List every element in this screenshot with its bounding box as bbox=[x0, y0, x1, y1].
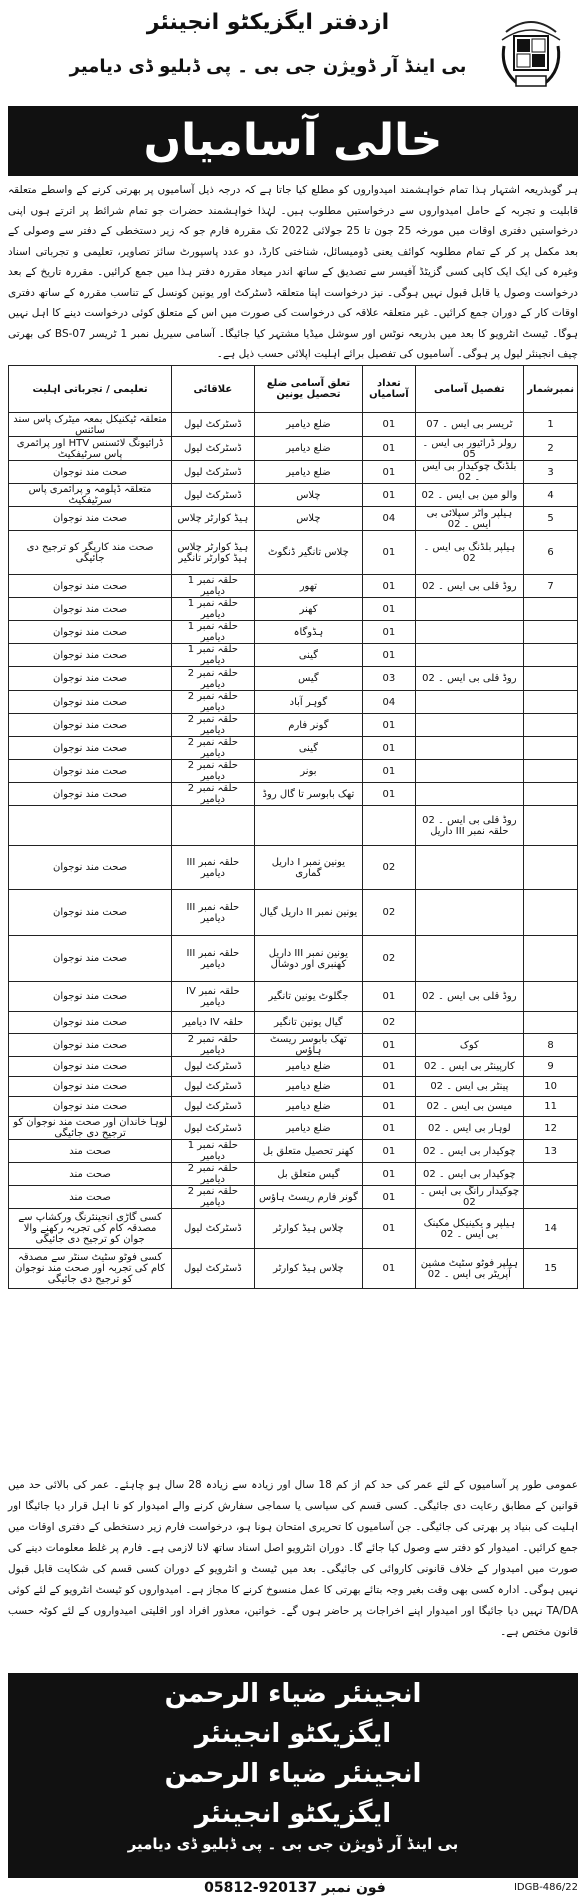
cell-qualification: صحت مند نوجوان bbox=[9, 1097, 172, 1117]
cell-post bbox=[415, 760, 524, 783]
table-row bbox=[9, 1012, 578, 1034]
cell-count: 01 bbox=[363, 1057, 415, 1077]
cell-area: حلقہ نمبر 2 دیامیر bbox=[172, 667, 254, 691]
table-row bbox=[9, 621, 578, 644]
cell-serial: 10 bbox=[524, 1077, 578, 1097]
cell-area: ہیڈ کوارٹر چلاس ہیڈ کوارٹر تانگیر bbox=[172, 531, 254, 575]
table-row bbox=[9, 1057, 578, 1077]
cell-count: 02 bbox=[363, 936, 415, 982]
cell-count: 01 bbox=[363, 1097, 415, 1117]
cell-area: ڈسٹرکٹ لیول bbox=[172, 437, 254, 461]
cell-location: یونین نمبر I داریل گماری bbox=[254, 846, 363, 890]
cell-count: 01 bbox=[363, 598, 415, 621]
table-row bbox=[9, 484, 578, 507]
letterhead bbox=[0, 0, 586, 105]
table-row bbox=[9, 1163, 578, 1186]
cell-serial: 8 bbox=[524, 1034, 578, 1057]
cell-location: کھنر تحصیل متعلق بل bbox=[254, 1140, 363, 1163]
cell-qualification: صحت مند نوجوان bbox=[9, 760, 172, 783]
table-row bbox=[9, 644, 578, 667]
cell-qualification: متعلقہ ٹیکنیکل بمعہ میٹرک پاس سند سائنس bbox=[9, 413, 172, 437]
cell-serial bbox=[524, 1012, 578, 1034]
cell-qualification: صحت مند نوجوان bbox=[9, 691, 172, 714]
cell-qualification: صحت مند نوجوان bbox=[9, 783, 172, 806]
cell-serial: 12 bbox=[524, 1117, 578, 1140]
cell-area: حلقہ نمبر 2 دیامیر bbox=[172, 714, 254, 737]
cell-location: چلاس bbox=[254, 484, 363, 507]
cell-count: 01 bbox=[363, 484, 415, 507]
cell-qualification: صحت مند bbox=[9, 1163, 172, 1186]
cell-location: گوہر آباد bbox=[254, 691, 363, 714]
cell-serial bbox=[524, 936, 578, 982]
cell-location: گینی bbox=[254, 644, 363, 667]
cell-area bbox=[172, 806, 254, 846]
cell-location bbox=[254, 806, 363, 846]
cell-count: 01 bbox=[363, 437, 415, 461]
cell-area: ہیڈ کوارٹر چلاس bbox=[172, 507, 254, 531]
cell-area: حلقہ نمبر 1 دیامیر bbox=[172, 575, 254, 598]
cell-qualification: صحت مند کاریگر کو ترجیح دی جائیگی bbox=[9, 531, 172, 575]
table-row bbox=[9, 1097, 578, 1117]
cell-area: ڈسٹرکٹ لیول bbox=[172, 1097, 254, 1117]
cell-location: گیال یونین تانگیر bbox=[254, 1012, 363, 1034]
signatory-name: انجینئر ضیاء الرحمن bbox=[164, 1679, 422, 1709]
cell-serial bbox=[524, 783, 578, 806]
cell-post: رولر ڈرائیور بی ایس ۔ 05 bbox=[415, 437, 524, 461]
cell-location: چلاس ہیڈ کوارٹر bbox=[254, 1209, 363, 1249]
cell-serial bbox=[524, 846, 578, 890]
cell-serial bbox=[524, 737, 578, 760]
cell-area: حلقہ نمبر IV دیامیر bbox=[172, 982, 254, 1012]
cell-serial: 3 bbox=[524, 461, 578, 484]
emblem-icon bbox=[496, 12, 566, 92]
cell-serial bbox=[524, 691, 578, 714]
cell-count: 01 bbox=[363, 1209, 415, 1249]
table-row bbox=[9, 1209, 578, 1249]
cell-area: حلقہ نمبر 2 دیامیر bbox=[172, 783, 254, 806]
cell-count: 01 bbox=[363, 783, 415, 806]
cell-location: ضلع دیامیر bbox=[254, 1097, 363, 1117]
signatory-name-repeat: انجینئر ضیاء الرحمن bbox=[164, 1759, 422, 1789]
cell-post: روڈ قلی بی ایس ۔ 02 bbox=[415, 667, 524, 691]
cell-area: ڈسٹرکٹ لیول bbox=[172, 1077, 254, 1097]
cell-serial: 14 bbox=[524, 1209, 578, 1249]
cell-count: 01 bbox=[363, 760, 415, 783]
cell-qualification: صحت مند نوجوان bbox=[9, 575, 172, 598]
table-row bbox=[9, 846, 578, 890]
table-row bbox=[9, 806, 578, 846]
cell-post: پینٹر بی ایس ۔ 02 bbox=[415, 1077, 524, 1097]
cell-count: 01 bbox=[363, 1140, 415, 1163]
cell-location: ضلع دیامیر bbox=[254, 1117, 363, 1140]
cell-post bbox=[415, 890, 524, 936]
cell-post: ہیلپر فوٹو سٹیٹ مشین آپریٹر بی ایس ۔ 02 bbox=[415, 1249, 524, 1289]
cell-location: بونر bbox=[254, 760, 363, 783]
cell-post bbox=[415, 644, 524, 667]
cell-area: حلقہ نمبر 1 دیامیر bbox=[172, 1140, 254, 1163]
cell-qualification: صحت مند نوجوان bbox=[9, 714, 172, 737]
cell-qualification: ڈرائیونگ لائسنس HTV اور پرائمری پاس سرٹیفکیٹ bbox=[9, 437, 172, 461]
cell-location: جگلوٹ یونین تانگیر bbox=[254, 982, 363, 1012]
cell-serial: 7 bbox=[524, 575, 578, 598]
cell-post: والو مین بی ایس ۔ 02 bbox=[415, 484, 524, 507]
cell-qualification: صحت مند نوجوان bbox=[9, 644, 172, 667]
table-row bbox=[9, 507, 578, 531]
col-serial: نمبرشمار bbox=[524, 366, 578, 413]
cell-qualification: صحت مند نوجوان bbox=[9, 846, 172, 890]
phone-number: فون نمبر 920137-05812 bbox=[204, 1880, 386, 1896]
cell-location: تھک بابوسر تا گال روڈ bbox=[254, 783, 363, 806]
cell-qualification: صحت مند نوجوان bbox=[9, 737, 172, 760]
cell-count: 01 bbox=[363, 413, 415, 437]
cell-serial bbox=[524, 760, 578, 783]
cell-location: یونین نمبر II داریل گیال bbox=[254, 890, 363, 936]
cell-post: روڈ قلی بی ایس ۔ 02 bbox=[415, 982, 524, 1012]
table-body bbox=[9, 413, 578, 1289]
cell-post: میسن بی ایس ۔ 02 bbox=[415, 1097, 524, 1117]
cell-location: کھنر bbox=[254, 598, 363, 621]
cell-post: لوہار بی ایس ۔ 02 bbox=[415, 1117, 524, 1140]
cell-serial: 4 bbox=[524, 484, 578, 507]
cell-qualification: صحت مند نوجوان bbox=[9, 667, 172, 691]
table-row bbox=[9, 936, 578, 982]
cell-count: 02 bbox=[363, 846, 415, 890]
cell-qualification: صحت مند نوجوان bbox=[9, 982, 172, 1012]
signatory-division: بی اینڈ آر ڈویژن جی بی ۔ پی ڈبلیو ڈی دیامیر bbox=[127, 1835, 459, 1853]
cell-qualification: صحت مند نوجوان bbox=[9, 1077, 172, 1097]
cell-area: حلقہ نمبر 2 دیامیر bbox=[172, 1034, 254, 1057]
cell-serial bbox=[524, 1186, 578, 1209]
table-row bbox=[9, 1077, 578, 1097]
table-row bbox=[9, 413, 578, 437]
table-row bbox=[9, 982, 578, 1012]
cell-area: ڈسٹرکٹ لیول bbox=[172, 1209, 254, 1249]
table-row bbox=[9, 714, 578, 737]
cell-serial: 13 bbox=[524, 1140, 578, 1163]
table-row bbox=[9, 1117, 578, 1140]
cell-count: 01 bbox=[363, 982, 415, 1012]
cell-location: ضلع دیامیر bbox=[254, 461, 363, 484]
cell-count: 01 bbox=[363, 714, 415, 737]
cell-serial bbox=[524, 644, 578, 667]
cell-area: حلقہ نمبر 2 دیامیر bbox=[172, 1163, 254, 1186]
cell-location: ضلع دیامیر bbox=[254, 437, 363, 461]
cell-location: تھک بابوسر ریسٹ ہاؤس bbox=[254, 1034, 363, 1057]
signatory-title: ایگزیکٹو انجینئر bbox=[194, 1719, 392, 1749]
cell-post: ٹریسر بی ایس ۔ 07 bbox=[415, 413, 524, 437]
cell-qualification: صحت مند نوجوان bbox=[9, 507, 172, 531]
cell-qualification: صحت مند bbox=[9, 1140, 172, 1163]
table-row bbox=[9, 461, 578, 484]
closing-paragraph: عمومی طور پر آسامیوں کے لئے عمر کی حد کم از کم 18 سال اور زیادہ سے زیادہ 28 سال ہو چاہئے۔ عمر کی بالائی حد میں قوانین کے مطابق رعایت دی جائیگی۔ کسی قسم کی سیاسی یا سماجی سفارش کرنے والے امیدوار کو نا اہل قرار دیا جائیگا اور اہلیت کی بنیاد پر بھرتی کی جائیگی۔ جن آسامیوں کا تحریری امتحان ہونا ہو، درخواست فارم زیر دستخطی کے دفتری اوقات میں جمع کرائیں۔ امیدوار کو دفتر سے وصول کیا جائے گا۔ دوران انٹرویو اصل اسناد ساتھ لانا لازمی ہے۔ فارم پر غلط معلومات دینے کی صورت میں امیدوار کے خلاف قانونی کاروائی کی جائیگی۔ بعد میں ٹیسٹ و انٹرویو کے دوران کسی قسم کی شکایت قابل قبول نہیں ہوگی۔ ادارہ کسی بھی وقت بغیر وجہ بتائے بھرتی کا عمل منسوخ کرنے کا مجاز ہے۔ امیدواروں کو ٹیسٹ انٹرویو کے لئے کوئی TA/DA نہیں دیا جائیگا اور امیدوار اپنے اخراجات پر حاضر ہوں گے۔ خواتین، معذور افراد اور اقلیتی امیدواروں کے لئے کوٹہ حسب قانون مختص ہے۔ bbox=[8, 1479, 579, 1638]
signatory-title-repeat: ایگزیکٹو انجینئر bbox=[194, 1799, 392, 1829]
cell-location: گیس bbox=[254, 667, 363, 691]
col-count: تعداد آسامیاں bbox=[363, 366, 415, 413]
table-row bbox=[9, 737, 578, 760]
cell-post: روڈ قلی بی ایس ۔ 02 حلقہ نمبر III داریل bbox=[415, 806, 524, 846]
cell-area: حلقہ IV دیامیر bbox=[172, 1012, 254, 1034]
cell-serial bbox=[524, 1163, 578, 1186]
table-row bbox=[9, 575, 578, 598]
cell-post: کارپینٹر بی ایس ۔ 02 bbox=[415, 1057, 524, 1077]
cell-area: حلقہ نمبر 2 دیامیر bbox=[172, 737, 254, 760]
col-post: تفصیل آسامی bbox=[415, 366, 524, 413]
table-row bbox=[9, 890, 578, 936]
col-location: تعلق آسامی ضلع تحصیل یونین bbox=[254, 366, 363, 413]
signature-block bbox=[8, 1673, 578, 1878]
cell-location: ضلع دیامیر bbox=[254, 1077, 363, 1097]
cell-count: 01 bbox=[363, 461, 415, 484]
cell-qualification: صحت مند نوجوان bbox=[9, 1012, 172, 1034]
cell-post bbox=[415, 691, 524, 714]
cell-qualification: صحت مند نوجوان bbox=[9, 890, 172, 936]
cell-post bbox=[415, 846, 524, 890]
cell-location: چلاس ہیڈ کوارٹر bbox=[254, 1249, 363, 1289]
vacancies-banner: خالی آسامیاں bbox=[8, 106, 578, 176]
cell-location: چلاس تانگیر ڈنگوٹ bbox=[254, 531, 363, 575]
cell-post bbox=[415, 936, 524, 982]
cell-count: 01 bbox=[363, 1034, 415, 1057]
table-row bbox=[9, 667, 578, 691]
cell-post: ہیلپر بلڈنگ بی ایس ۔ 02 bbox=[415, 531, 524, 575]
cell-count: 01 bbox=[363, 1249, 415, 1289]
cell-post bbox=[415, 621, 524, 644]
cell-post: چوکیدار بی ایس ۔ 02 bbox=[415, 1163, 524, 1186]
cell-post: ہیلپر واٹر سپلائی بی ایس ۔ 02 bbox=[415, 507, 524, 531]
cell-serial bbox=[524, 890, 578, 936]
cell-count: 01 bbox=[363, 621, 415, 644]
cell-area: حلقہ نمبر 2 دیامیر bbox=[172, 1186, 254, 1209]
col-qualification: تعلیمی / تجرباتی اہلیت bbox=[9, 366, 172, 413]
cell-serial: 9 bbox=[524, 1057, 578, 1077]
col-area: علاقائی bbox=[172, 366, 254, 413]
cell-serial bbox=[524, 598, 578, 621]
cell-serial bbox=[524, 806, 578, 846]
cell-qualification: صحت مند نوجوان bbox=[9, 1057, 172, 1077]
table-row bbox=[9, 1249, 578, 1289]
cell-qualification: صحت مند نوجوان bbox=[9, 1034, 172, 1057]
cell-serial bbox=[524, 982, 578, 1012]
cell-location: ضلع دیامیر bbox=[254, 413, 363, 437]
cell-count: 01 bbox=[363, 575, 415, 598]
cell-location: گونر فارم ریسٹ ہاؤس bbox=[254, 1186, 363, 1209]
cell-qualification: کسی گاڑی انجینئرنگ ورکشاپ سے مصدقہ کام کی تجربہ رکھنے والا جوان کو ترجیح دی جائیگی bbox=[9, 1209, 172, 1249]
cell-post bbox=[415, 714, 524, 737]
table-row bbox=[9, 531, 578, 575]
cell-post: چوکیدار رانگ بی ایس ۔ 02 bbox=[415, 1186, 524, 1209]
cell-area: حلقہ نمبر 1 دیامیر bbox=[172, 598, 254, 621]
cell-post bbox=[415, 737, 524, 760]
table-row bbox=[9, 760, 578, 783]
cell-area: ڈسٹرکٹ لیول bbox=[172, 413, 254, 437]
cell-count: 02 bbox=[363, 1012, 415, 1034]
cell-serial bbox=[524, 667, 578, 691]
cell-area: ڈسٹرکٹ لیول bbox=[172, 1249, 254, 1289]
cell-area: حلقہ نمبر 1 دیامیر bbox=[172, 644, 254, 667]
cell-location: ضلع دیامیر bbox=[254, 1057, 363, 1077]
cell-serial: 2 bbox=[524, 437, 578, 461]
cell-area: حلقہ نمبر III دیامیر bbox=[172, 890, 254, 936]
cell-post: بلڈنگ چوکیدار بی ایس ۔ 02 bbox=[415, 461, 524, 484]
cell-count: 01 bbox=[363, 1077, 415, 1097]
cell-count: 01 bbox=[363, 644, 415, 667]
division-title: بی اینڈ آر ڈویژن جی بی ۔ پی ڈبلیو ڈی دیامیر bbox=[69, 56, 467, 77]
vacancy-table bbox=[8, 365, 578, 1289]
cell-location: گینی bbox=[254, 737, 363, 760]
cell-count: 02 bbox=[363, 890, 415, 936]
cell-location: ہڈوگاہ bbox=[254, 621, 363, 644]
cell-area: ڈسٹرکٹ لیول bbox=[172, 1117, 254, 1140]
cell-qualification: صحت مند نوجوان bbox=[9, 598, 172, 621]
cell-qualification: متعلقہ ڈپلومہ و پرائمری پاس سرٹیفکیٹ bbox=[9, 484, 172, 507]
cell-location: گیس متعلق بل bbox=[254, 1163, 363, 1186]
cell-count: 04 bbox=[363, 507, 415, 531]
cell-post: روڈ قلی بی ایس ۔ 02 bbox=[415, 575, 524, 598]
cell-serial: 1 bbox=[524, 413, 578, 437]
cell-post bbox=[415, 1012, 524, 1034]
cell-serial: 6 bbox=[524, 531, 578, 575]
cell-count: 01 bbox=[363, 1163, 415, 1186]
table-header-row bbox=[9, 366, 578, 413]
ad-code: IDGB-486/22 bbox=[513, 1882, 578, 1893]
cell-area: حلقہ نمبر III دیامیر bbox=[172, 846, 254, 890]
table-row bbox=[9, 1140, 578, 1163]
table-row bbox=[9, 437, 578, 461]
cell-area: ڈسٹرکٹ لیول bbox=[172, 1057, 254, 1077]
cell-qualification: لوہا خاندان اور صحت مند نوجوان کو ترجیح دی جائیگی bbox=[9, 1117, 172, 1140]
cell-count: 03 bbox=[363, 667, 415, 691]
cell-serial: 5 bbox=[524, 507, 578, 531]
cell-post: کوک bbox=[415, 1034, 524, 1057]
table-row bbox=[9, 783, 578, 806]
cell-area: حلقہ نمبر 1 دیامیر bbox=[172, 621, 254, 644]
cell-count: 01 bbox=[363, 1186, 415, 1209]
cell-qualification: صحت مند bbox=[9, 1186, 172, 1209]
cell-area: حلقہ نمبر 2 دیامیر bbox=[172, 760, 254, 783]
cell-qualification: کسی فوٹو سٹیٹ سنٹر سے مصدقہ کام کی تجربہ اور صحت مند نوجوان کو ترجیح دی جائیگی bbox=[9, 1249, 172, 1289]
cell-qualification: صحت مند نوجوان bbox=[9, 936, 172, 982]
office-title: ازدفتر ایگزیکٹو انجینئر bbox=[146, 10, 390, 35]
cell-post bbox=[415, 598, 524, 621]
cell-area: ڈسٹرکٹ لیول bbox=[172, 484, 254, 507]
cell-count bbox=[363, 806, 415, 846]
cell-post: ہیلپر و یکینیکل مکینک بی ایس ۔ 02 bbox=[415, 1209, 524, 1249]
table-row bbox=[9, 598, 578, 621]
cell-qualification: صحت مند نوجوان bbox=[9, 621, 172, 644]
cell-location: یونین نمبر III داریل کھنبری اور دوشال bbox=[254, 936, 363, 982]
cell-post bbox=[415, 783, 524, 806]
cell-location: چلاس bbox=[254, 507, 363, 531]
cell-area: حلقہ نمبر 2 دیامیر bbox=[172, 691, 254, 714]
cell-area: حلقہ نمبر III دیامیر bbox=[172, 936, 254, 982]
intro-paragraph: ہر گوبذریعہ اشتہار ہذا تمام خواہشمند امیدواروں کو مطلع کیا جاتا ہے کہ درجہ ذیل آسامیوں پر بھرتی کرنے کے واسطے متعلقہ قابلیت و تجربہ کے حامل امیدواروں سے درخواستیں مطلوب ہیں۔ لہٰذا خواہشمند حضرات جو تمام شرائط پر اترتے ہوں اپنی درخواستیں دفتری اوقات میں مورخہ 25 جون تا 25 جولائی 2022 تک مقررہ فارم جو کہ زیر دستخطی کے دفتر سے وصولی کے بعد مکمل پر کر کے تمام مطلوبہ کوائف یعنی ڈومیسائل، شناختی کارڈ، دو عدد پاسپورٹ سائز تصاویر، تعلیمی و تجرباتی اسناد وغیرہ کی ایک ایک کاپی کسی گزیٹڈ آفیسر سے تصدیق کے ساتھ اندر میعاد مقررہ دفتر ہذا میں جمع کرائیں۔ مقررہ تاریخ کے بعد درخواست وصول یا قابل قبول نہیں ہوگی۔ نیز درخواست اپنا متعلقہ ڈسٹرکٹ اور یونین کونسل کے تناسب مقررہ کے ساتھ دفتری اوقات کار کے دوران جمع کرائیں۔ غیر متعلقہ علاقہ کی درخواست کی صورت میں اس کے متعلق کوئی درخواست دینے کا اہل نہیں ہوگا۔ ٹیسٹ انٹرویو کا بعد میں بذریعہ نوٹس اور سوشل میڈیا مشتہر کیا جائیگا۔ آسامی سیریل نمبر 1 ٹریسر BS-07 کی بھرتی چیف انجینئر لیول پر ہوگی۔ آسامیوں کی تفصیل برائے اہلیت اپلائی حسب ذیل ہے۔ bbox=[8, 184, 578, 360]
table-row bbox=[9, 1186, 578, 1209]
cell-count: 04 bbox=[363, 691, 415, 714]
cell-serial: 11 bbox=[524, 1097, 578, 1117]
table-row bbox=[9, 1034, 578, 1057]
cell-qualification: صحت مند نوجوان bbox=[9, 461, 172, 484]
table-row bbox=[9, 691, 578, 714]
cell-count: 01 bbox=[363, 531, 415, 575]
cell-count: 01 bbox=[363, 737, 415, 760]
cell-serial: 15 bbox=[524, 1249, 578, 1289]
cell-location: تھور bbox=[254, 575, 363, 598]
cell-location: گونر فارم bbox=[254, 714, 363, 737]
cell-serial bbox=[524, 621, 578, 644]
cell-area: ڈسٹرکٹ لیول bbox=[172, 461, 254, 484]
cell-qualification bbox=[9, 806, 172, 846]
cell-count: 01 bbox=[363, 1117, 415, 1140]
cell-serial bbox=[524, 714, 578, 737]
cell-post: چوکیدار بی ایس ۔ 02 bbox=[415, 1140, 524, 1163]
